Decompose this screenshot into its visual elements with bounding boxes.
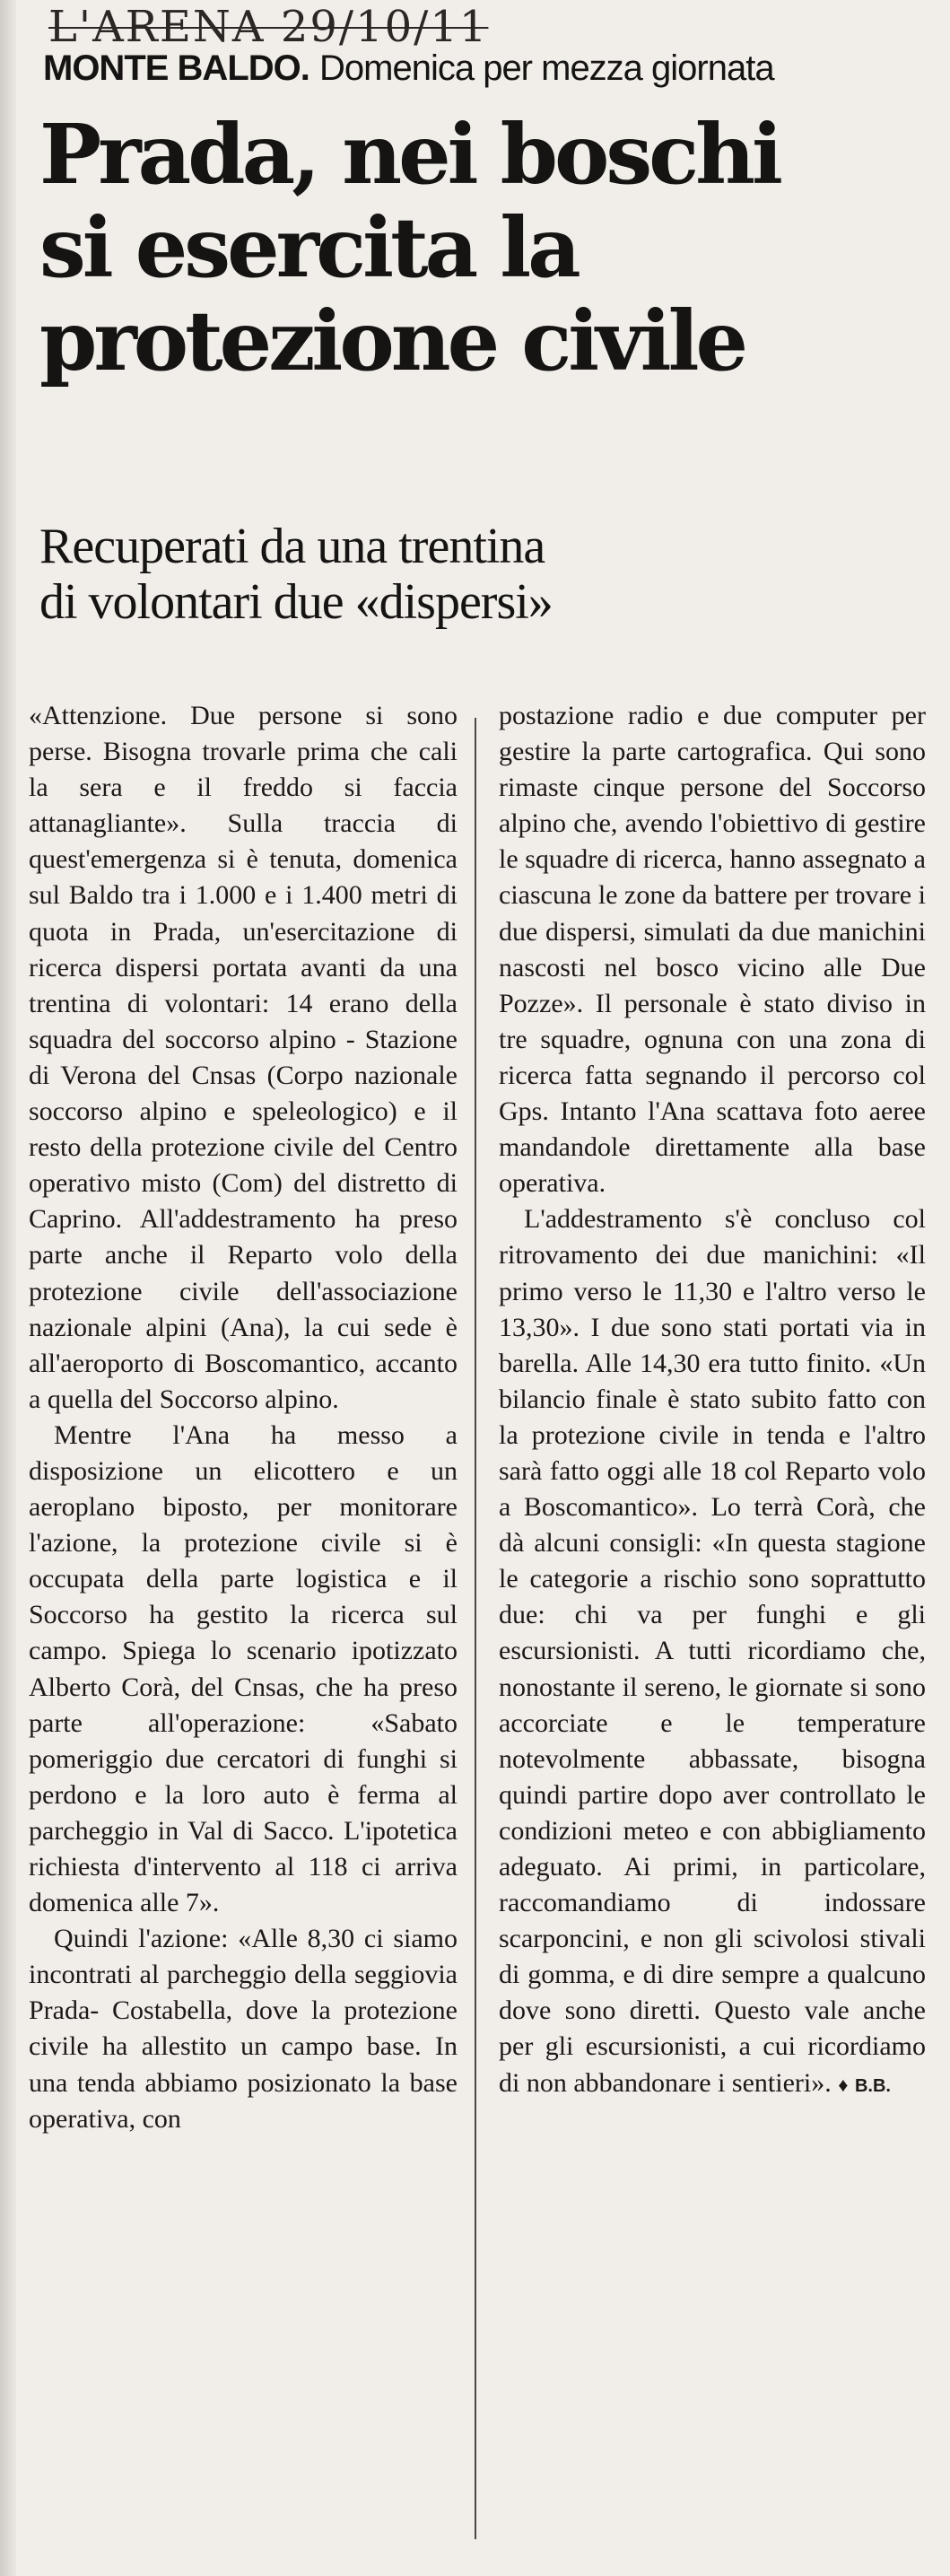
scan-edge [0,0,16,2576]
paragraph: Mentre l'Ana ha messo a disposizione un elicottero e un aeroplano biposto, per monitorare l'azione, la protezione civile si è occupata della parte logistica e il Soccorso ha gestito la ricerca sul campo. Spiega lo scenario ipotizzato Alberto Corà, del Cnsas, che ha preso parte all'operazione: «Sabato pomeriggio due cercatori di funghi si perdono e la loro auto è ferma al parcheggio in Val di Sacco. L'ipotetica richiesta d'intervento al 118 ci arriva domenica alle 7». [29,1419,458,1918]
paragraph [499,1201,926,2103]
body-column-left [29,698,458,2137]
kicker-location: MONTE BALDO. [43,48,309,88]
paragraph-text: L'addestramento s'è concluso col ritrovamento dei due manichini: «Il primo verso le 11,30 e l'altro verso le 13,30». I due sono stati portati via in barella. Alle 14,30 era tutto finito. «Un bilancio finale è stato subito fatto con la protezione civile in tenda e l'altro sarà fatto oggi alle 18 col Reparto volo a Boscomantico». Lo terrà Corà, che dà alcuni consigli: «In questa stagione le categorie a rischio sono soprattutto due: chi va per funghi e gli escursionisti. A tutti ricordiamo che, nonostante il sereno, le giornate si sono accorciate e le temperature notevolmente abbassate, bisogna quindi partire dopo aver controllato le condizioni meteo e con abbigliamento adeguato. Ai primi, in particolare, raccomandiamo di indossare scarponcini, e non gli scivolosi stivali di gomma, e di dire sempre a qualcuno dove sono diretti. Questo vale anche per gli escursionisti, a cui ricordiamo di non abbandonare i sentieri». [499,1204,926,2098]
handwritten-source-stamp: L'ARENA 29/10/11 [48,2,489,52]
headline-line: si esercita la [39,199,578,296]
kicker-text: Domenica per mezza giornata [319,48,774,88]
subheadline-line: Recuperati da una trentina [39,519,545,574]
headline [39,108,937,388]
headline-line: protezione civile [39,293,745,389]
byline: B.B. [854,2075,891,2096]
subheadline-line: di volontari due «dispersi» [39,574,553,630]
paragraph: postazione radio e due computer per gestire la parte cartografica. Qui sono rimaste cinque persone del Soccorso alpino che, avendo l'obiettivo di gestire le squadre di ricerca, hanno assegnato a ciascuna le zone da battere per trovare i due dispersi, simulati da due manichini nascosti nel bosco vicino alle Due Pozze». Il personale è stato diviso in tre squadre, ognuna con una zona di ricerca fatta segnando il percorso col Gps. Intanto l'Ana scattava foto aeree mandandole direttamente alla base operativa. [499,701,926,1199]
column-divider [475,718,476,2539]
body-column-right [499,698,926,2104]
paragraph: «Attenzione. Due persone si sono perse. Bisogna trovarle prima che cali la sera e il freddo si faccia attanagliante». Sulla traccia di quest'emergenza si è tenuta, domenica sul Baldo tra i 1.000 e i 1.400 metri di quota in Prada, un'esercitazione di ricerca dispersi portata avanti da una trentina di volontari: 14 erano della squadra del soccorso alpino - Stazione di Verona del Cnsas (Corpo nazionale soccorso alpino e speleologico) e il resto della protezione civile del Centro operativo misto (Com) del distretto di Caprino. All'addestramento ha preso parte anche il Reparto volo della protezione civile dell'associazione nazionale alpini (Ana), la cui sede è all'aeroporto di Boscomantico, accanto a quella del Soccorso alpino. [29,701,458,1414]
end-mark: ♦ [838,2073,849,2096]
subheadline [39,519,937,630]
headline-line: Prada, nei boschi [39,106,780,203]
paragraph: Quindi l'azione: «Alle 8,30 ci siamo incontrati al parcheggio della seggiovia Prada- Costabella, dove la protezione civile ha allestito un campo base. In una tenda abbiamo posizionato la base operativa, con [29,1924,458,2134]
kicker [43,48,940,102]
